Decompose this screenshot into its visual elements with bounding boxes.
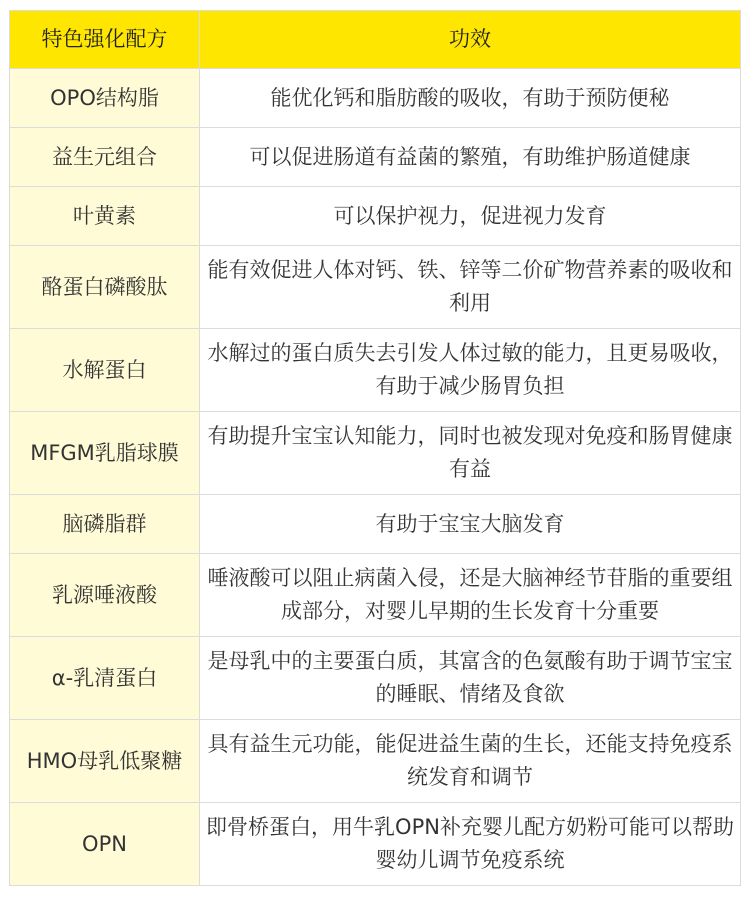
row-effect: 能有效促进人体对钙、铁、锌等二价矿物营养素的吸收和利用 — [200, 246, 741, 329]
table-row — [10, 329, 741, 412]
row-name: OPN — [10, 803, 200, 886]
row-effect: 是母乳中的主要蛋白质，其富含的色氨酸有助于调节宝宝的睡眠、情绪及食欲 — [200, 637, 741, 720]
row-effect: 有助提升宝宝认知能力，同时也被发现对免疫和肠胃健康有益 — [200, 412, 741, 495]
table-row — [10, 412, 741, 495]
row-effect: 有助于宝宝大脑发育 — [200, 495, 741, 554]
table-row — [10, 554, 741, 637]
row-name: α-乳清蛋白 — [10, 637, 200, 720]
row-name: 乳源唾液酸 — [10, 554, 200, 637]
table-row — [10, 720, 741, 803]
table-row — [10, 803, 741, 886]
formula-table — [9, 10, 741, 886]
row-name: 水解蛋白 — [10, 329, 200, 412]
row-name: 脑磷脂群 — [10, 495, 200, 554]
formula-table-container — [9, 10, 740, 886]
table-header-row — [10, 11, 741, 69]
row-name: OPO结构脂 — [10, 69, 200, 128]
row-effect: 可以促进肠道有益菌的繁殖，有助维护肠道健康 — [200, 128, 741, 187]
row-name: MFGM乳脂球膜 — [10, 412, 200, 495]
header-formula: 特色强化配方 — [10, 11, 200, 69]
table-row — [10, 246, 741, 329]
row-name: 叶黄素 — [10, 187, 200, 246]
header-effect: 功效 — [200, 11, 741, 69]
table-row — [10, 128, 741, 187]
row-effect: 水解过的蛋白质失去引发人体过敏的能力，且更易吸收，有助于减少肠胃负担 — [200, 329, 741, 412]
table-row — [10, 495, 741, 554]
row-effect: 能优化钙和脂肪酸的吸收，有助于预防便秘 — [200, 69, 741, 128]
table-row — [10, 637, 741, 720]
row-name: 酪蛋白磷酸肽 — [10, 246, 200, 329]
row-name: 益生元组合 — [10, 128, 200, 187]
row-effect: 唾液酸可以阻止病菌入侵，还是大脑神经节苷脂的重要组成部分，对婴儿早期的生长发育十分重要 — [200, 554, 741, 637]
row-effect: 可以保护视力，促进视力发育 — [200, 187, 741, 246]
row-name: HMO母乳低聚糖 — [10, 720, 200, 803]
row-effect: 具有益生元功能，能促进益生菌的生长，还能支持免疫系统发育和调节 — [200, 720, 741, 803]
table-row — [10, 69, 741, 128]
table-row — [10, 187, 741, 246]
row-effect: 即骨桥蛋白，用牛乳OPN补充婴儿配方奶粉可能可以帮助婴幼儿调节免疫系统 — [200, 803, 741, 886]
